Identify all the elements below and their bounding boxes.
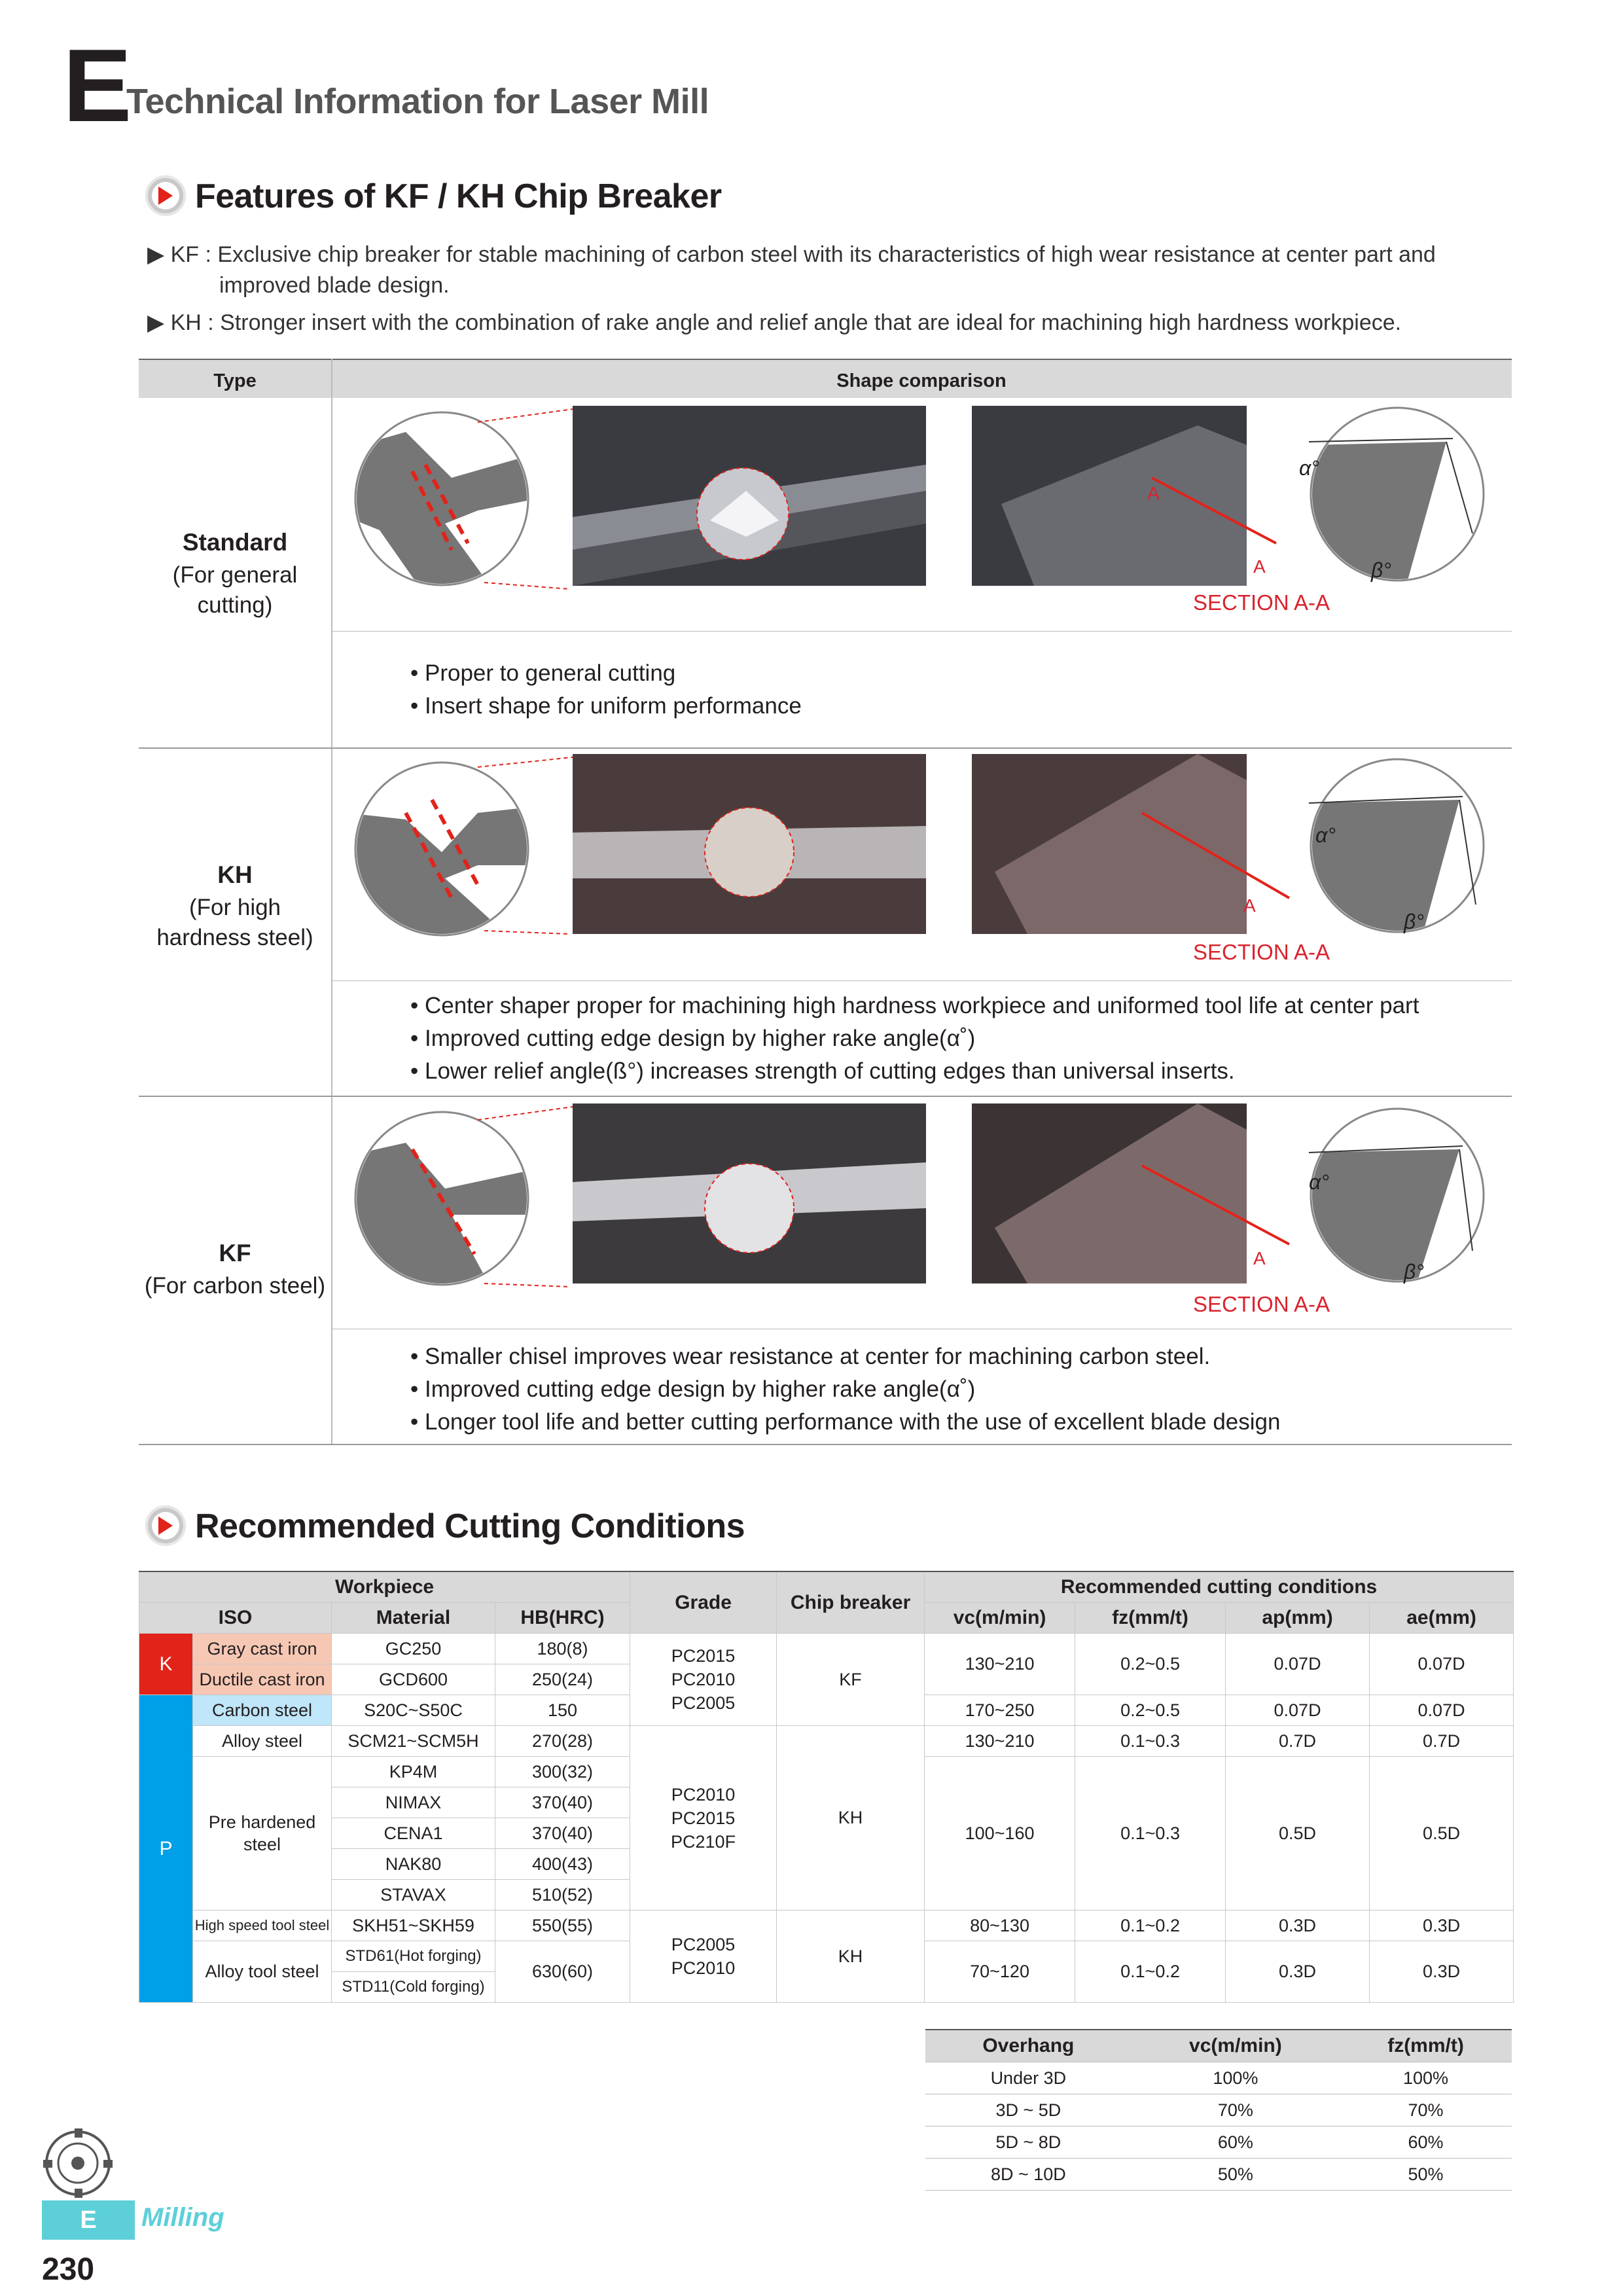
- fz-cell: 0.2~0.5: [1075, 1695, 1226, 1726]
- table-row: [925, 2126, 1512, 2159]
- ap-cell: 0.5D: [1226, 1757, 1370, 1910]
- hb-cell: 510(52): [495, 1880, 630, 1910]
- overhang-cell: 70%: [1340, 2094, 1512, 2126]
- iso-p-cell: P: [139, 1695, 193, 2003]
- material-cell: SKH51~SKH59: [332, 1910, 495, 1941]
- page-title: Technical Information for Laser Mill: [126, 82, 709, 121]
- vc-cell: 100~160: [925, 1757, 1075, 1910]
- bullet-text: • Longer tool life and better cutting performance with the use of excellent blade design: [410, 1409, 1281, 1435]
- ae-cell: 0.5D: [1370, 1757, 1514, 1910]
- beta-label: β°: [1404, 1260, 1425, 1283]
- bullet-text: • Lower relief angle(ß°) increases strength of cutting edges than universal inserts.: [410, 1058, 1235, 1084]
- shape-column-header: Shape comparison: [836, 370, 1007, 391]
- kf-bullets: [410, 1340, 1280, 1439]
- iso-header: ISO: [139, 1603, 332, 1634]
- overhang-cell: 5D ~ 8D: [925, 2126, 1132, 2159]
- type-column-header: Type: [213, 370, 257, 391]
- vc-header: vc(m/min): [925, 1603, 1075, 1634]
- material-header: Material: [332, 1603, 495, 1634]
- ap-cell: 0.3D: [1226, 1910, 1370, 1941]
- ap-cell: 0.3D: [1226, 1941, 1370, 2003]
- alpha-label: α°: [1315, 823, 1336, 847]
- workpiece-type: Alloy tool steel: [193, 1941, 332, 2003]
- iso-k-cell: K: [139, 1634, 193, 1695]
- vc-cell: 70~120: [925, 1941, 1075, 2003]
- conditions-title: Recommended Cutting Conditions: [195, 1507, 745, 1545]
- kf-description-cont: improved blade design.: [219, 273, 450, 298]
- hb-cell: 150: [495, 1695, 630, 1726]
- material-cell: GC250: [332, 1634, 495, 1664]
- table-row: [925, 2159, 1512, 2191]
- beta-label: β°: [1404, 910, 1425, 933]
- fz-cell: 0.2~0.5: [1075, 1634, 1226, 1695]
- vc-cell: 170~250: [925, 1695, 1075, 1726]
- divider: [139, 1096, 1512, 1097]
- hb-cell: 370(40): [495, 1818, 630, 1849]
- section-tab-label: Milling: [141, 2203, 224, 2232]
- marker-a: A: [1253, 556, 1266, 577]
- type-standard-sub: (For general: [172, 562, 298, 588]
- chip-cell: KH: [777, 1726, 925, 1910]
- workpiece-type: Pre hardened steel: [193, 1757, 332, 1910]
- ap-cell: 0.07D: [1226, 1695, 1370, 1726]
- fz-cell: 0.1~0.2: [1075, 1941, 1226, 2003]
- vc-cell: 80~130: [925, 1910, 1075, 1941]
- material-cell: NIMAX: [332, 1787, 495, 1818]
- overhang-cell: Under 3D: [925, 2062, 1132, 2094]
- workpiece-type: Gray cast iron: [193, 1634, 332, 1664]
- bullet-text: • Center shaper proper for machining high hardness workpiece and uniformed tool life at center part: [410, 993, 1419, 1018]
- overhang-cell: 100%: [1132, 2062, 1340, 2094]
- milling-cutter-icon: [42, 2127, 114, 2199]
- material-cell: S20C~S50C: [332, 1695, 495, 1726]
- table-row: [925, 2062, 1512, 2094]
- type-standard-name: Standard: [182, 529, 288, 556]
- type-kh-sub2: hardness steel): [156, 925, 313, 950]
- alpha-label: α°: [1309, 1170, 1330, 1194]
- chip-cell: KF: [777, 1634, 925, 1726]
- grade-cell: PC2010 PC2015 PC210F: [630, 1726, 777, 1910]
- ae-cell: 0.3D: [1370, 1910, 1514, 1941]
- fz-header: fz(mm/t): [1075, 1603, 1226, 1634]
- section-aa-label: SECTION A-A: [1193, 590, 1330, 615]
- ae-header: ae(mm): [1370, 1603, 1514, 1634]
- type-kh-sub: (For high: [188, 895, 281, 920]
- overhang-cell: 3D ~ 5D: [925, 2094, 1132, 2126]
- overhang-cell: 50%: [1340, 2159, 1512, 2191]
- overhang-cell: 100%: [1340, 2062, 1512, 2094]
- bullet-text: • Improved cutting edge design by higher rake angle(α˚): [410, 1376, 976, 1402]
- grade-header: Grade: [630, 1571, 777, 1634]
- fz-cell: 0.1~0.3: [1075, 1757, 1226, 1910]
- marker-a: A: [1147, 483, 1160, 503]
- ap-cell: 0.07D: [1226, 1634, 1370, 1695]
- workpiece-header: Workpiece: [139, 1571, 630, 1603]
- hb-header: HB(HRC): [495, 1603, 630, 1634]
- bullet-text: • Insert shape for uniform performance: [410, 693, 802, 719]
- hb-cell: 180(8): [495, 1634, 630, 1664]
- material-cell: STD61(Hot forging): [332, 1941, 495, 1972]
- grade-cell: PC2005 PC2010: [630, 1910, 777, 2003]
- kf-description: ▶ KF : Exclusive chip breaker for stable machining of carbon steel with its characteristics of high wear resistance at center part and: [147, 242, 1436, 267]
- section-aa-label: SECTION A-A: [1193, 1292, 1330, 1316]
- alpha-label: α°: [1299, 456, 1320, 480]
- type-kf-name: KF: [219, 1240, 251, 1266]
- material-cell: CENA1: [332, 1818, 495, 1849]
- material-cell: STD11(Cold forging): [332, 1972, 495, 2003]
- features-title: Features of KF / KH Chip Breaker: [195, 177, 722, 215]
- beta-label: β°: [1371, 558, 1392, 582]
- material-cell: SCM21~SCM5H: [332, 1726, 495, 1757]
- ae-cell: 0.3D: [1370, 1941, 1514, 2003]
- section-play-icon: [145, 175, 186, 216]
- bullet-text: • Smaller chisel improves wear resistance at center for machining carbon steel.: [410, 1344, 1211, 1369]
- bullet-text: • Proper to general cutting: [410, 660, 676, 686]
- type-kf-sub: (For carbon steel): [144, 1273, 326, 1299]
- chapter-letter: E: [63, 28, 132, 143]
- bullet-text: • Improved cutting edge design by higher rake angle(α˚): [410, 1026, 976, 1051]
- hb-cell: 400(43): [495, 1849, 630, 1880]
- chip-cell: KH: [777, 1910, 925, 2003]
- ap-header: ap(mm): [1226, 1603, 1370, 1634]
- recommended-header: Recommended cutting conditions: [925, 1571, 1514, 1603]
- page-number: 230: [42, 2252, 95, 2287]
- hb-cell: 250(24): [495, 1664, 630, 1695]
- divider: [139, 1444, 1512, 1445]
- chip-breaker-header: Chip breaker: [777, 1571, 925, 1634]
- ap-cell: 0.7D: [1226, 1726, 1370, 1757]
- vc-cell: 130~210: [925, 1634, 1075, 1695]
- section-aa-label: SECTION A-A: [1193, 940, 1330, 964]
- ae-cell: 0.07D: [1370, 1634, 1514, 1695]
- fz-cell: 0.1~0.3: [1075, 1726, 1226, 1757]
- workpiece-type: Ductile cast iron: [193, 1664, 332, 1695]
- standard-bullets: [410, 657, 802, 723]
- material-cell: KP4M: [332, 1757, 495, 1787]
- kh-description: ▶ KH : Stronger insert with the combination of rake angle and relief angle that are ideal for machining high hardness workpiece.: [147, 310, 1402, 335]
- hb-cell: 550(55): [495, 1910, 630, 1941]
- table-row: [925, 2094, 1512, 2126]
- marker-a: A: [1243, 895, 1256, 916]
- type-standard-sub2: cutting): [197, 592, 273, 618]
- section-play-icon: [145, 1505, 186, 1546]
- overhang-header: Overhang: [925, 2030, 1132, 2062]
- ae-cell: 0.07D: [1370, 1695, 1514, 1726]
- ae-cell: 0.7D: [1370, 1726, 1514, 1757]
- column-divider: [331, 359, 332, 1445]
- material-cell: GCD600: [332, 1664, 495, 1695]
- workpiece-type: Carbon steel: [193, 1695, 332, 1726]
- workpiece-type: High speed tool steel: [193, 1910, 332, 1941]
- grade-cell: PC2015 PC2010 PC2005: [630, 1634, 777, 1726]
- type-kh-name: KH: [217, 861, 253, 888]
- overhang-cell: 8D ~ 10D: [925, 2159, 1132, 2191]
- kh-bullets: [410, 990, 1419, 1088]
- material-cell: NAK80: [332, 1849, 495, 1880]
- cutting-conditions-table: [139, 1571, 1514, 2003]
- workpiece-type: Alloy steel: [193, 1726, 332, 1757]
- hb-cell: 300(32): [495, 1757, 630, 1787]
- section-tab[interactable]: E: [42, 2200, 135, 2240]
- hb-cell: 270(28): [495, 1726, 630, 1757]
- overhang-cell: 60%: [1340, 2126, 1512, 2159]
- vc-cell: 130~210: [925, 1726, 1075, 1757]
- divider: [332, 980, 1512, 981]
- overhang-cell: 60%: [1132, 2126, 1340, 2159]
- overhang-fz-header: fz(mm/t): [1340, 2030, 1512, 2062]
- fz-cell: 0.1~0.2: [1075, 1910, 1226, 1941]
- hb-cell: 370(40): [495, 1787, 630, 1818]
- overhang-cell: 70%: [1132, 2094, 1340, 2126]
- overhang-vc-header: vc(m/min): [1132, 2030, 1340, 2062]
- hb-cell: 630(60): [495, 1941, 630, 2003]
- overhang-cell: 50%: [1132, 2159, 1340, 2191]
- material-cell: STAVAX: [332, 1880, 495, 1910]
- divider: [139, 747, 1512, 749]
- marker-a: A: [1253, 1248, 1266, 1268]
- overhang-table: [925, 2029, 1512, 2191]
